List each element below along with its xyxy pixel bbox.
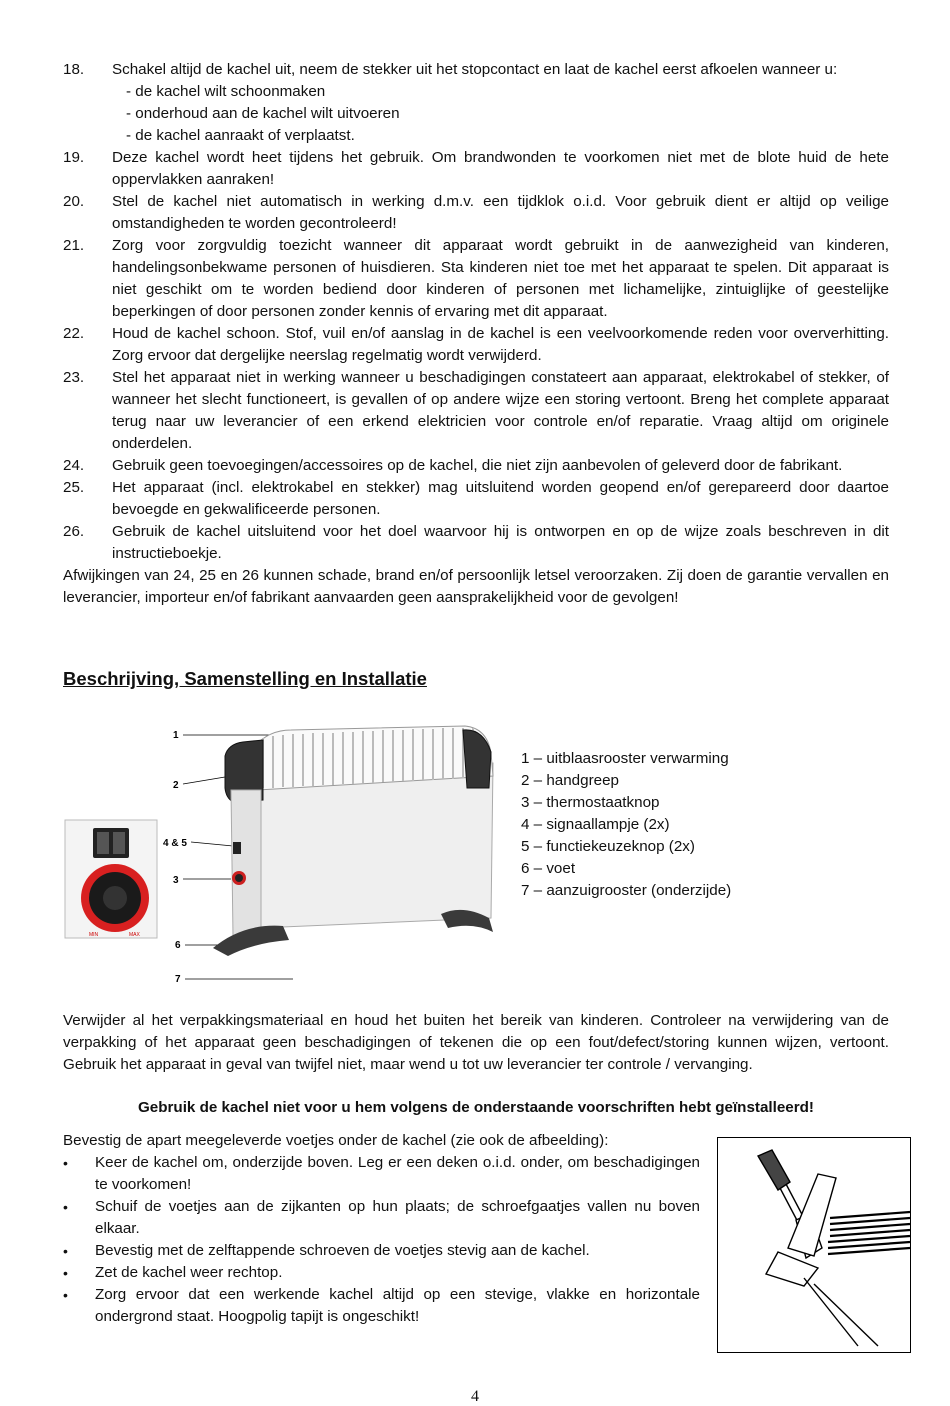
install-warning: Gebruik de kachel niet voor u hem volgens de onderstaande voorschriften hebt geïnstalleerd! <box>137 1099 814 1116</box>
safety-item <box>63 477 889 521</box>
safety-item <box>63 147 889 191</box>
bullet-dot: • <box>63 1287 68 1303</box>
bullet-text: Keer de kachel om, onderzijde boven. Leg er een deken o.i.d. onder, om beschadigingen te voorkomen! <box>95 1154 700 1193</box>
warranty-note: Afwijkingen van 24, 25 en 26 kunnen schade, brand en/of persoonlijk letsel veroorzaken. Zij doen de garantie vervallen en leverancier, importeur en/of fabrikant aanvaarden geen aansprakelijkheid voor de gevolgen! <box>63 567 889 606</box>
legend-item: 5 – functiekeuzeknop (2x) <box>521 838 695 855</box>
item-text <box>112 59 889 147</box>
item-text <box>112 367 889 455</box>
sub-item: - onderhoud aan de kachel wilt uitvoeren <box>126 105 400 122</box>
bullet-dot: • <box>63 1243 68 1259</box>
item-number: 22. <box>63 325 85 342</box>
feet-assembly-figure <box>717 1137 911 1353</box>
bullet-text: Bevestig met de zelftappende schroeven de voetjes stevig aan de kachel. <box>95 1242 590 1259</box>
bullet-item <box>63 1240 700 1262</box>
bullet-text: Zet de kachel weer rechtop. <box>95 1264 283 1281</box>
safety-item <box>63 323 889 367</box>
bullet-dot: • <box>63 1199 68 1215</box>
left-foot <box>213 926 289 956</box>
safety-item <box>63 59 889 147</box>
item-text <box>112 235 889 323</box>
item-main-text: Het apparaat (incl. elektrokabel en stekker) mag uitsluitend worden geopend en/of gerepareerd door daartoe bevoegde en gekwalificeerde personen. <box>112 479 889 518</box>
bullet-dot: • <box>63 1155 68 1171</box>
heater-figure-area <box>63 708 893 998</box>
bullet-item <box>63 1196 700 1240</box>
item-text <box>112 323 889 367</box>
legend-item: 1 – uitblaasrooster verwarming <box>521 750 729 767</box>
callout-4-5: 4 & 5 <box>163 838 187 849</box>
item-number: 20. <box>63 193 85 210</box>
bullet-item <box>63 1152 700 1196</box>
item-number: 23. <box>63 369 85 386</box>
dial-min-label: MIN <box>89 932 99 938</box>
legend-item: 7 – aanzuigrooster (onderzijde) <box>521 882 732 899</box>
item-number: 19. <box>63 149 85 166</box>
feet-steps-list <box>63 1152 700 1328</box>
bullet-dot: • <box>63 1265 68 1281</box>
callout-2: 2 <box>173 780 179 791</box>
bullet-text: Schuif de voetjes aan de zijkanten op hun plaats; de schroefgaatjes vallen nu boven elkaar. <box>95 1198 700 1237</box>
foot-screw-illustration <box>718 1138 910 1352</box>
safety-item <box>63 191 889 235</box>
item-text <box>112 455 889 477</box>
item-text <box>112 147 889 191</box>
safety-item <box>63 235 889 323</box>
install-paragraph: Verwijder al het verpakkingsmateriaal en houd het buiten het bereik van kinderen. Controleer na verwijdering van de verpakking of het apparaat geen beschadigingen of tekenen die op een fout/defect/storing kunnen wijzen, vertoont. Gebruik het apparaat in geval van twijfel niet, maar wend u tot uw leverancier ter controle / vervanging. <box>63 1012 889 1073</box>
safety-item <box>63 367 889 455</box>
callout-6: 6 <box>175 940 181 951</box>
control-panel-inset <box>65 820 157 938</box>
legend-item: 3 – thermostaatknop <box>521 794 660 811</box>
item-main-text: Stel het apparaat niet in werking wanneer u beschadigingen constateert aan apparaat, elektrokabel of stekker, of wanneer het slecht functioneert, is gevallen of op andere wijze een storing vertoont. Breng het complete apparaat terug naar uw leverancier of een erkend elektricien voor controle en/of reparatie. Vraag altijd om originele onderdelen. <box>112 369 889 452</box>
callout-7: 7 <box>175 974 181 985</box>
item-main-text: Zorg voor zorgvuldig toezicht wanneer dit apparaat wordt gebruikt in de aanwezigheid van kinderen, handelingsonbekwame personen of huisdieren. Sta kinderen niet toe met het apparaat te spelen. Dit apparaat is niet geschikt om te worden bediend door kinderen of personen met lichamelijke, zintuiglijke of geestelijke beperkingen of door personen zonder kennis of ervaring met dit apparaat. <box>112 237 889 320</box>
parts-legend <box>521 748 731 902</box>
legend-item: 4 – signaallampje (2x) <box>521 816 670 833</box>
item-text <box>112 477 889 521</box>
bullet-item <box>63 1284 700 1328</box>
item-number: 26. <box>63 523 85 540</box>
callout-1: 1 <box>173 730 179 741</box>
sub-item: - de kachel aanraakt of verplaatst. <box>126 127 355 144</box>
sub-item: - de kachel wilt schoonmaken <box>126 83 326 100</box>
callout-3: 3 <box>173 875 179 886</box>
item-text <box>112 521 889 565</box>
item-main-text: Gebruik de kachel uitsluitend voor het doel waarvoor hij is ontworpen en op de wijze zoals beschreven in dit instructieboekje. <box>112 523 889 562</box>
item-main-text: Stel de kachel niet automatisch in werking d.m.v. een tijdklok o.i.d. Voor gebruik dient er altijd op veilige omstandigheden te worden gecontroleerd! <box>112 193 889 232</box>
numbered-safety-list <box>63 59 889 565</box>
item-number: 24. <box>63 457 85 474</box>
item-number: 18. <box>63 61 85 78</box>
heater-edge-grille <box>828 1212 910 1254</box>
page-number: 4 <box>471 1388 479 1405</box>
item-main-text: Deze kachel wordt heet tijdens het gebruik. Om brandwonden te voorkomen niet met de blote huid de hete oppervlakken aanraken! <box>112 149 889 188</box>
item-main-text: Schakel altijd de kachel uit, neem de stekker uit het stopcontact en laat de kachel eerst afkoelen wanneer u: <box>112 61 838 78</box>
item-main-text: Houd de kachel schoon. Stof, vuil en/of aanslag in de kachel is een veelvoorkomende reden voor oververhitting. Zorg ervoor dat dergelijke neerslag regelmatig wordt verwijderd. <box>112 325 889 364</box>
item-text <box>112 191 889 235</box>
bullet-item <box>63 1262 700 1284</box>
heater-diagram <box>63 708 503 993</box>
heater-body <box>213 726 493 956</box>
bullet-text: Zorg ervoor dat een werkende kachel altijd op een stevige, vlakke en horizontale ondergrond staat. Hoogpolig tapijt is ongeschikt! <box>95 1286 700 1325</box>
section-title: Beschrijving, Samenstelling en Installatie <box>63 668 427 689</box>
safety-instructions <box>63 59 889 609</box>
safety-item <box>63 521 889 565</box>
legend-item: 6 – voet <box>521 860 576 877</box>
item-number: 21. <box>63 237 85 254</box>
safety-item <box>63 455 889 477</box>
item-number: 25. <box>63 479 85 496</box>
item-main-text: Gebruik geen toevoegingen/accessoires op de kachel, die niet zijn aanbevolen of geleverd door de fabrikant. <box>112 457 843 474</box>
feet-intro: Bevestig de apart meegeleverde voetjes onder de kachel (zie ook de afbeelding): <box>63 1132 609 1149</box>
legend-item: 2 – handgreep <box>521 772 619 789</box>
dial-max-label: MAX <box>129 932 140 938</box>
